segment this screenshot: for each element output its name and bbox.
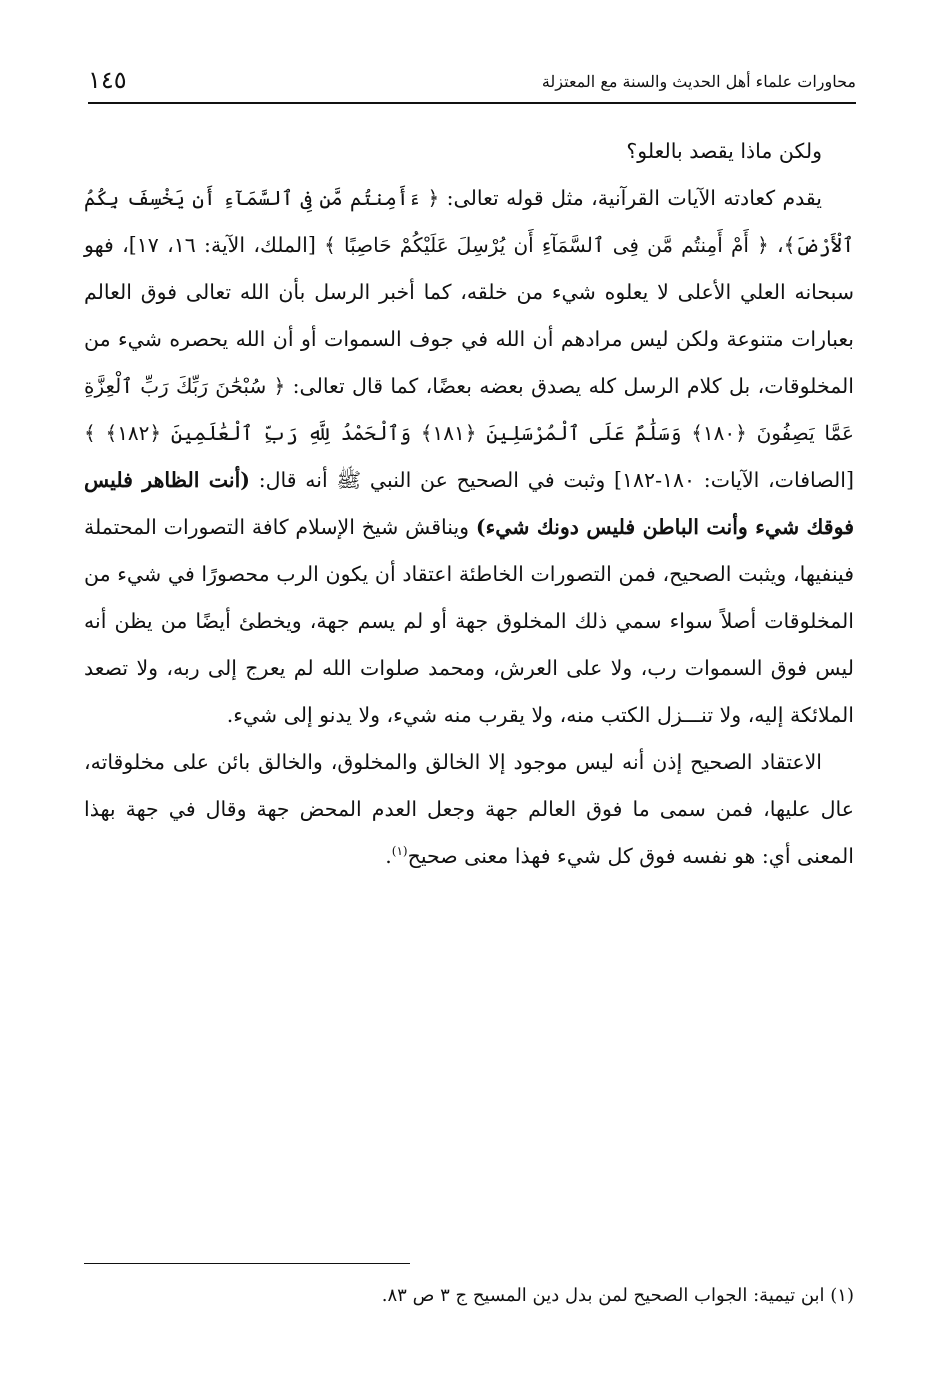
hadith-quote: (أنت الظاهر فليس فوقك شيء وأنت الباطن فليس دونك شيء): [84, 468, 854, 539]
footnote-divider: [84, 1263, 410, 1264]
p1-text-e: ويناقش شيخ الإسلام كافة التصورات المحتملة فينفيها، ويثبت الصحيح، فمن التصورات الخاطئة اعتقاد أن يكون الرب محصورًا في شيء من المخلوقات أصلاً سواء سمي ذلك المخلوق جهة أو لم يسم جهة، ويخطئ أيضًا من يظن أنه ليس فوق السموات رب، ولا على العرش، ومحمد صلوات الله لم يعرج إلى ربه، ولا تصعد الملائكة إليه، ولا تنـــزل الكتب منه، ولا يقرب منه شيء، ولا يدنو إلى شيء.: [84, 515, 854, 727]
paragraph-2: [84, 739, 854, 880]
page-number: ١٤٥: [88, 66, 127, 94]
p2-text: الاعتقاد الصحيح إذن أنه ليس موجود إلا الخالق والمخلوق، والخالق بائن على مخلوقاته، عال عليها، فمن سمى ما فوق العالم جهة وجعل العدم المحض جهة وقال في جهة بهذا المعنى أي: هو نفسه فوق كل شيء فهذا معنى صحيح: [84, 750, 854, 868]
footnote-ref: (١): [391, 844, 408, 859]
quran-verse-2: ﴿ أَمْ أَمِنتُم مَّن فِى ٱلسَّمَآءِ أَن يُرْسِلَ عَلَيْكُمْ حَاصِبًا ﴾: [324, 233, 769, 257]
main-text: [84, 128, 854, 880]
quran-verse-1: ﴿ ءَأَمِنتُم مَّن فِى ٱلسَّمَآءِ أَن يَخْسِفَ بِكُمُ ٱلْأَرْضَ﴾: [84, 186, 854, 257]
footnote: (١) ابن تيمية: الجواب الصحيح لمن بدل دين المسيح ج ٣ ص ٨٣.: [381, 1285, 854, 1306]
question-line: ولكن ماذا يقصد بالعلو؟: [626, 139, 822, 163]
running-title: محاورات علماء أهل الحديث والسنة مع المعتزلة: [541, 72, 856, 91]
quran-verse-3: ﴿ سُبْحَٰنَ رَبِّكَ رَبِّ ٱلْعِزَّةِ عَمَّا يَصِفُونَ ﴿١٨٠﴾ وَسَلَٰمٌ عَلَى ٱلْمُرْسَلِينَ ﴿١٨١﴾ وَٱلْحَمْدُ لِلَّهِ رَبِّ ٱلْعَٰلَمِينَ ﴿١٨٢﴾ ﴾: [84, 374, 854, 445]
p1-text-b: ،: [768, 233, 784, 257]
paragraph-1: [84, 175, 854, 739]
page-header: [88, 62, 856, 104]
p1-text-c: [الملك، الآية: ١٦، ١٧]، فهو سبحانه العلي الأعلى لا يعلوه شيء من خلقه، كما أخبر الرسل بأن الله تعالى فوق العالم بعبارات متنوعة ولكن ليس مرادهم أن الله في جوف السموات أو أن الله يحصره شيء من المخلوقات، بل كلام الرسل كله يصدق بعضه بعضًا، كما قال تعالى:: [84, 233, 854, 398]
p2-end: .: [385, 844, 392, 868]
p1-text-a: يقدم كعادته الآيات القرآنية، مثل قوله تعالى:: [439, 186, 822, 210]
p1-text-d: [الصافات، الآيات: ١٨٠-١٨٢] وثبت في الصحيح عن النبي ﷺ أنه قال:: [249, 468, 854, 492]
